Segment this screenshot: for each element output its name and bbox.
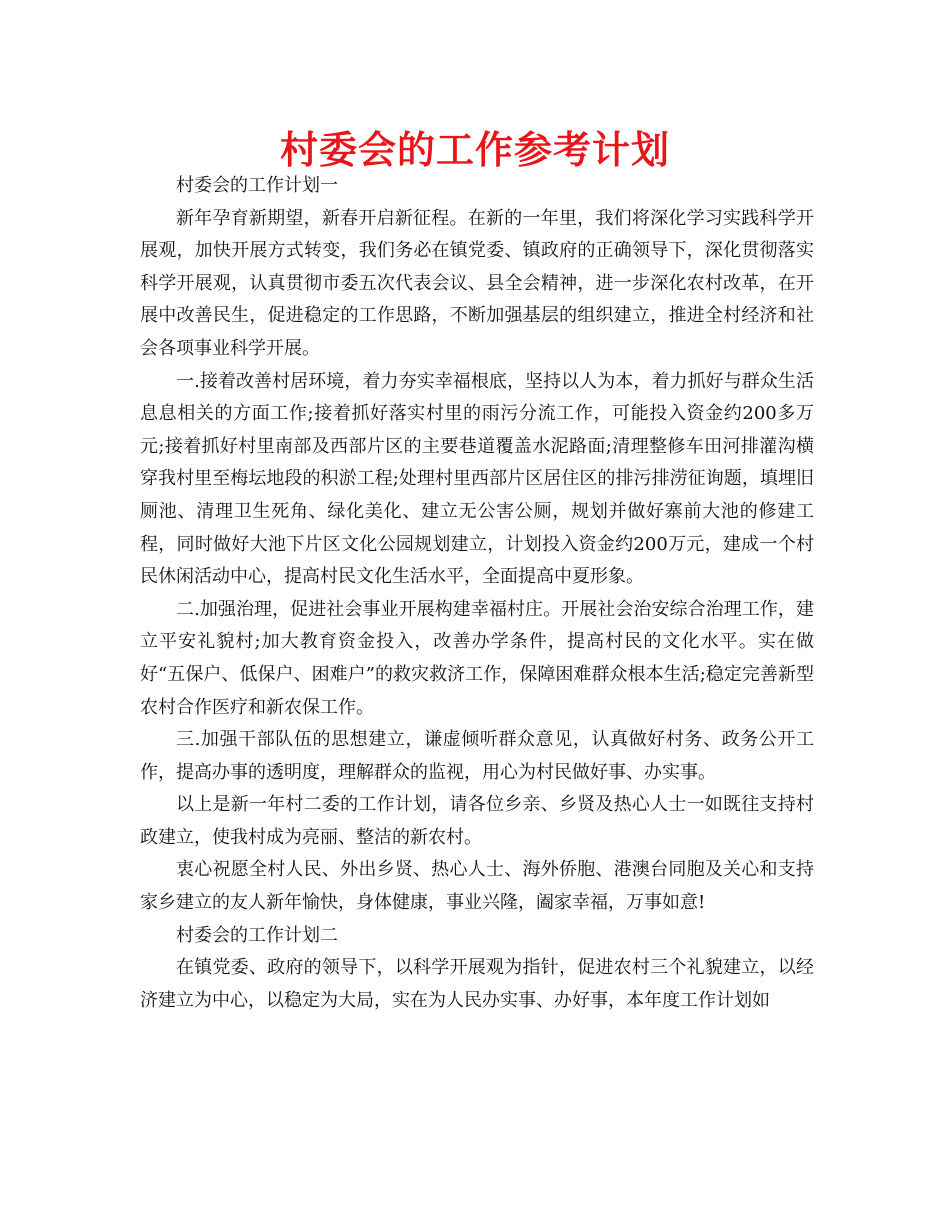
document-title: 村委会的工作参考计划 bbox=[279, 128, 670, 172]
section-heading-plan-one: 村委会的工作计划一 bbox=[176, 175, 338, 196]
paragraph-item-three: 三.加强干部队伍的思想建立，谦虚倾听群众意见，认真做好村务、政务公开工作，提高办事的透明度，理解群众的监视，用心为村民做好事、办实事。 bbox=[140, 729, 814, 783]
section-heading-plan-two: 村委会的工作计划二 bbox=[176, 924, 338, 946]
paragraph-plan-two-intro: 在镇党委、政府的领导下，以科学开展观为指针，促进农村三个礼貌建立，以经济建立为中心，以稳定为大局，实在为人民办实事、办好事，本年度工作计划如 bbox=[140, 957, 814, 1011]
document-body bbox=[140, 170, 814, 1017]
paragraph-item-one: 一.接着改善村居环境，着力夯实幸福根底，坚持以人为本，着力抓好与群众生活息息相关的方面工作;接着抓好落实村里的雨污分流工作，可能投入资金约200多万元;接着抓好村里南部及西部片区的主要巷道覆盖水泥路面;清理整修车田河排灌沟横穿我村里至梅坛地段的积淤工程;处理村里西部片区居住区的排污排涝征询题，填埋旧厕池、清理卫生死角、绿化美化、建立无公害公厕，规划并做好寨前大池的修建工程，同时做好大池下片区文化公园规划建立，计划投入资金约200万元，建成一个村民休闲活动中心，提高村民文化生活水平，全面提高中夏形象。 bbox=[140, 370, 814, 588]
paragraph-intro: 新年孕育新期望，新春开启新征程。在新的一年里，我们将深化学习实践科学开展观，加快开展方式转变，我们务必在镇党委、镇政府的正确领导下，深化贯彻落实科学开展观，认真贯彻市委五次代表会议、县全会精神，进一步深化农村改革，在开展中改善民生，促进稳定的工作思路，不断加强基层的组织建立，推进全村经济和社会各项事业科学开展。 bbox=[140, 207, 814, 359]
paragraph-greetings: 衷心祝愿全村人民、外出乡贤、热心人士、海外侨胞、港澳台同胞及关心和支持家乡建立的友人新年愉快，身体健康，事业兴隆，阖家幸福，万事如意! bbox=[140, 859, 814, 914]
paragraph-item-two: 二.加强治理，促进社会事业开展构建幸福村庄。开展社会治安综合治理工作，建立平安礼貌村;加大教育资金投入，改善办学条件，提高村民的文化水平。实在做好“五保户、低保户、困难户”的救灾救济工作，保障困难群众根本生活;稳定完善新型农村合作医疗和新农保工作。 bbox=[140, 598, 814, 718]
paragraph-summary: 以上是新一年村二委的工作计划，请各位乡亲、乡贤及热心人士一如既往支持村政建立，使我村成为亮丽、整洁的新农村。 bbox=[140, 794, 814, 848]
